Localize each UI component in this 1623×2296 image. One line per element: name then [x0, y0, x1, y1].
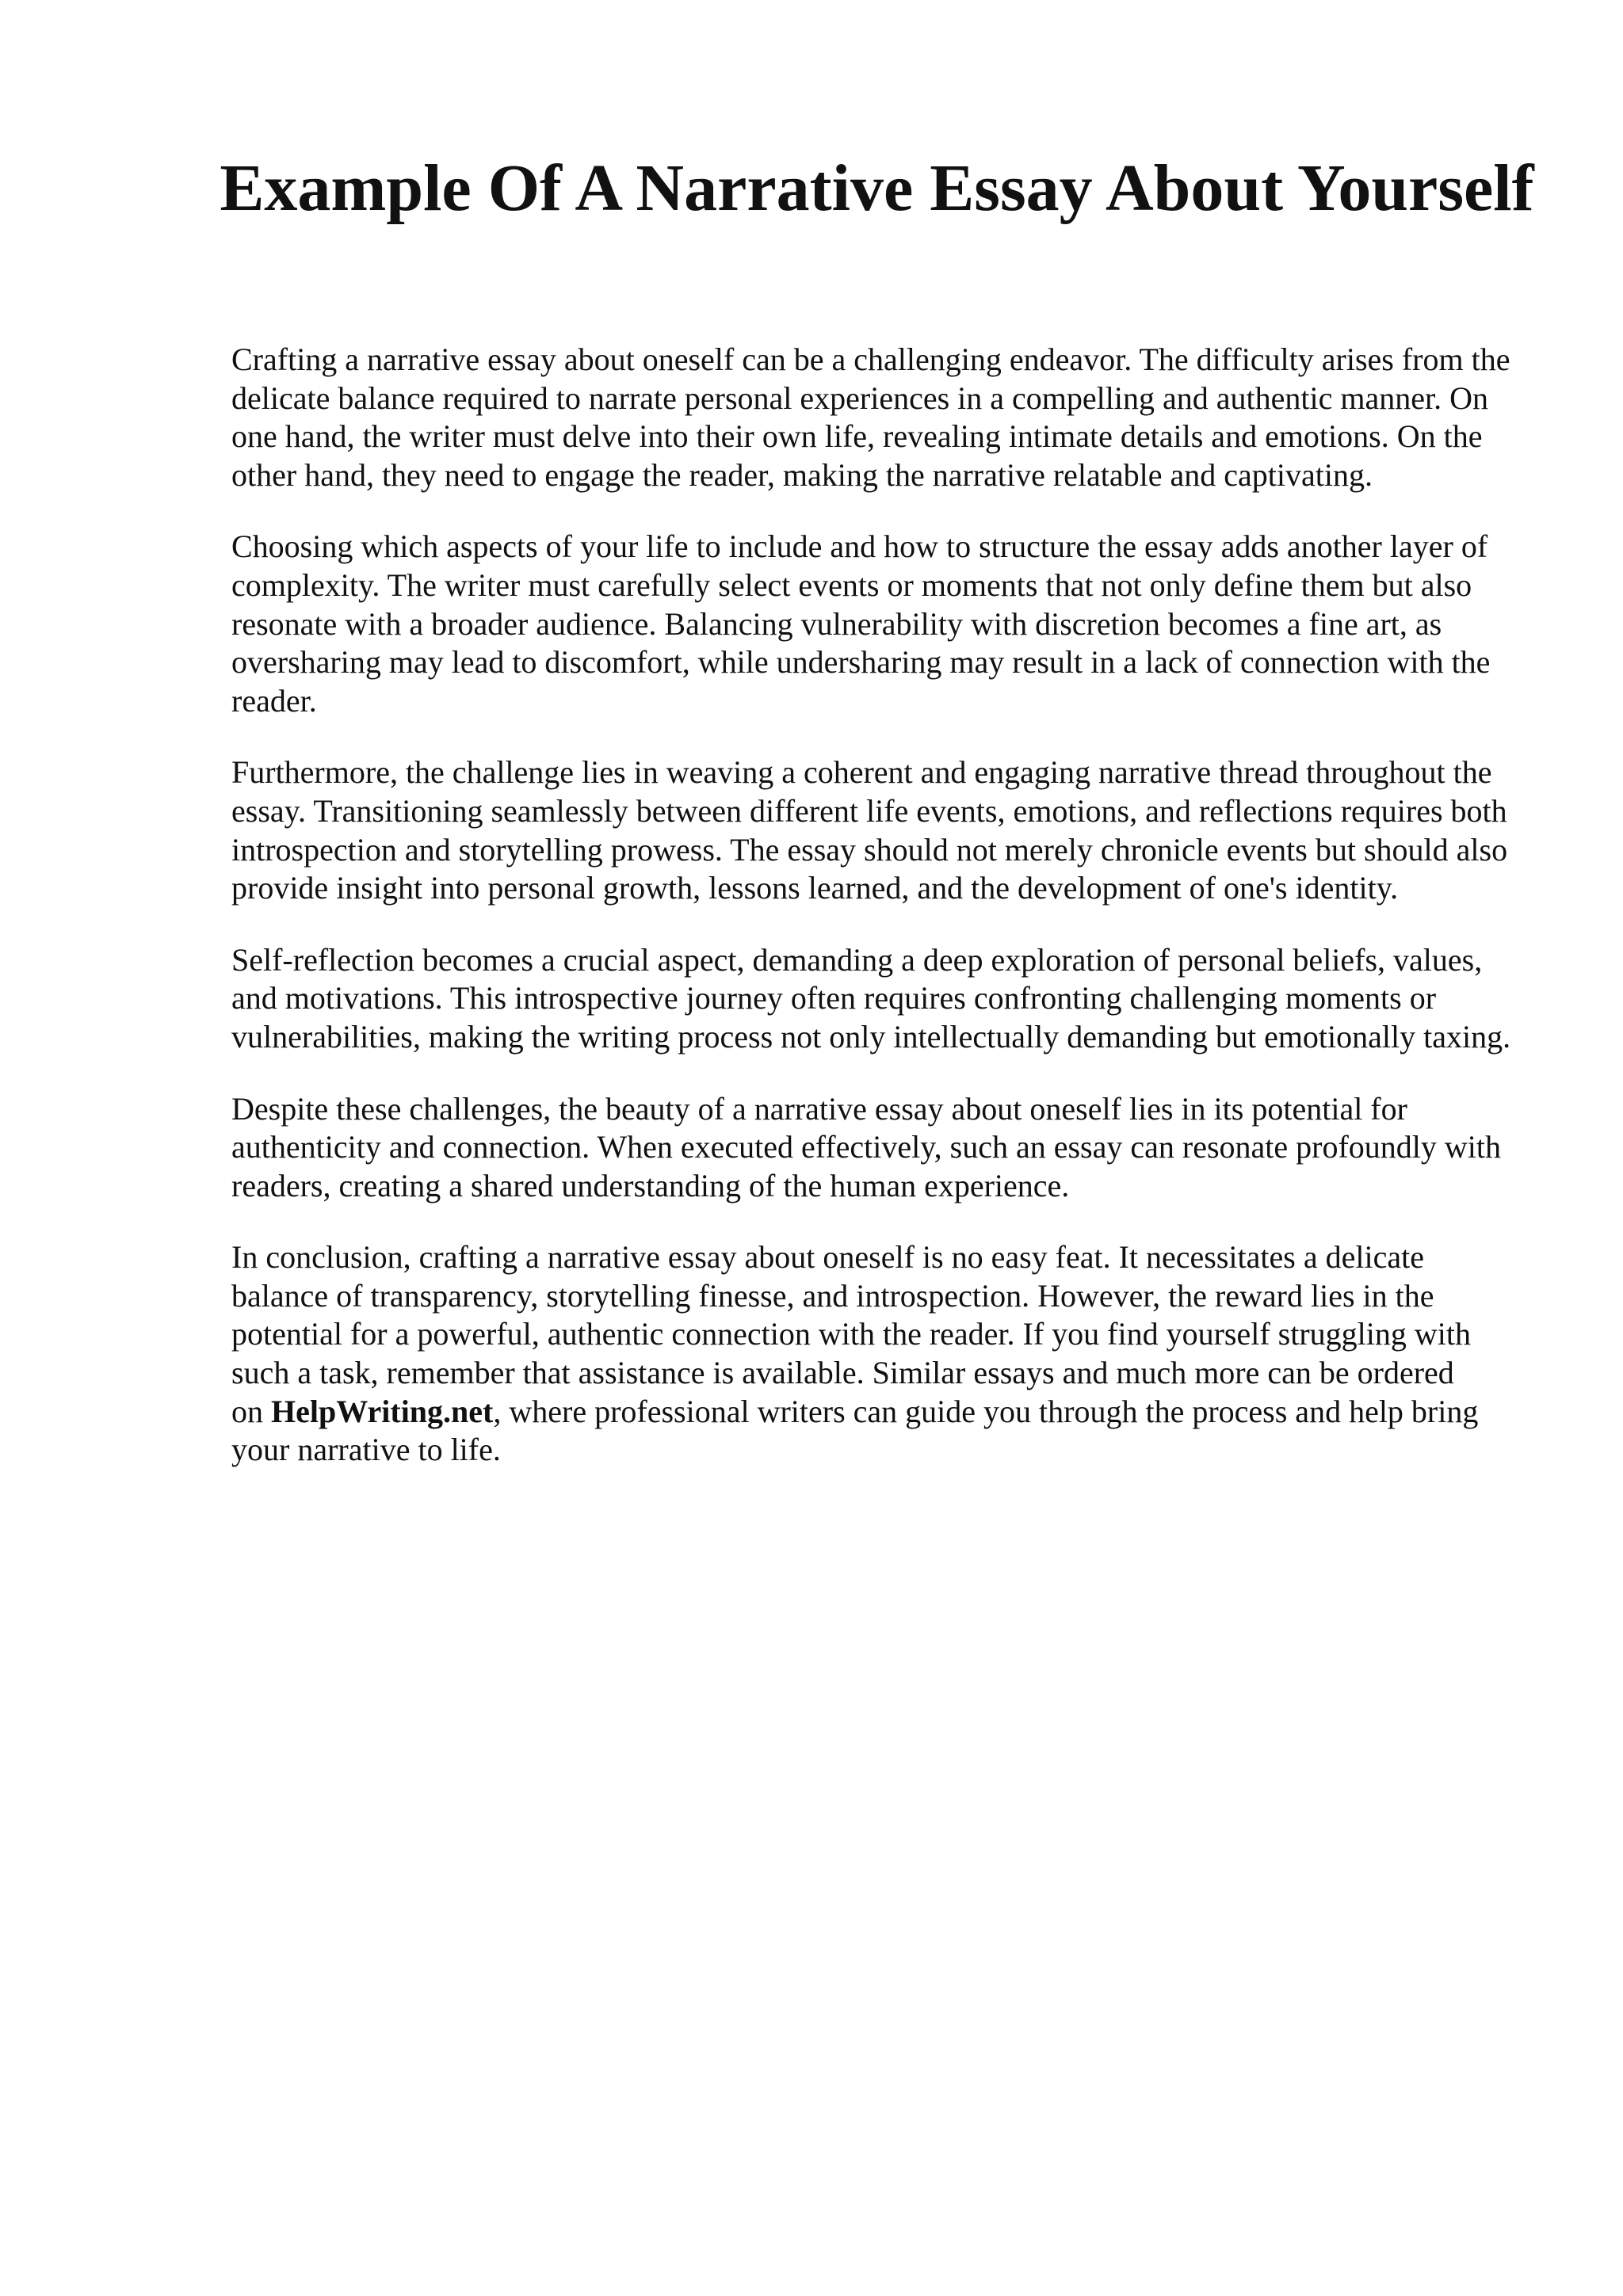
paragraph-conclusion [231, 1238, 1523, 1470]
paragraph-self-reflection: Self-reflection becomes a crucial aspect, demanding a deep exploration of personal beliefs, values, and motivations. This introspective journey often requires confronting challenging moments or vulnerabilities, making the writing process not only intellectually demanding but emotionally taxing. [231, 941, 1511, 1055]
helpwriting-link[interactable]: HelpWriting.net [271, 1393, 494, 1429]
paragraph-choosing-aspects: Choosing which aspects of your life to include and how to structure the essay adds another layer of complexity. The writer must carefully select events or moments that not only define them but also resonate with a broader audience. Balancing vulnerability with discretion becomes a fine art, as oversharing may lead to discomfort, while undersharing may result in a lack of connection with the reader. [231, 528, 1491, 719]
document-body [231, 341, 1523, 1503]
paragraph-intro: Crafting a narrative essay about oneself can be a challenging endeavor. The difficulty arises from the delicate balance required to narrate personal experiences in a compelling and authentic manner. On one hand, the writer must delve into their own life, revealing intimate details and emotions. On the other hand, they need to engage the reader, making the narrative relatable and captivating. [231, 341, 1510, 493]
conclusion-text: In conclusion, crafting a narrative essay about oneself is no easy feat. It necessitates a delicate balance of transparency, storytelling finesse, and introspection. However, the reward lies in the potential for a powerful, authentic connection with the reader. If you find yourself struggling with such a task, remember that assistance is available. Similar essays and much more can be ordered on [231, 1239, 1472, 1429]
paragraph-despite-challenges: Despite these challenges, the beauty of a narrative essay about oneself lies in its potential for authenticity and connection. When executed effectively, such an essay can resonate profoundly with readers, creating a shared understanding of the human experience. [231, 1090, 1502, 1203]
conclusion-tail-text: , where professional writers can guide you through the process and help bring your narrative to life. [231, 1393, 1479, 1468]
paragraph-narrative-thread: Furthermore, the challenge lies in weaving a coherent and engaging narrative thread throughout the essay. Transitioning seamlessly between different life events, emotions, and reflections requires both introspection and storytelling prowess. The essay should not merely chronicle events but should also provide insight into personal growth, lessons learned, and the development of one's identity. [231, 754, 1508, 906]
document-title: Example Of A Narrative Essay About Yourself [220, 151, 1534, 225]
